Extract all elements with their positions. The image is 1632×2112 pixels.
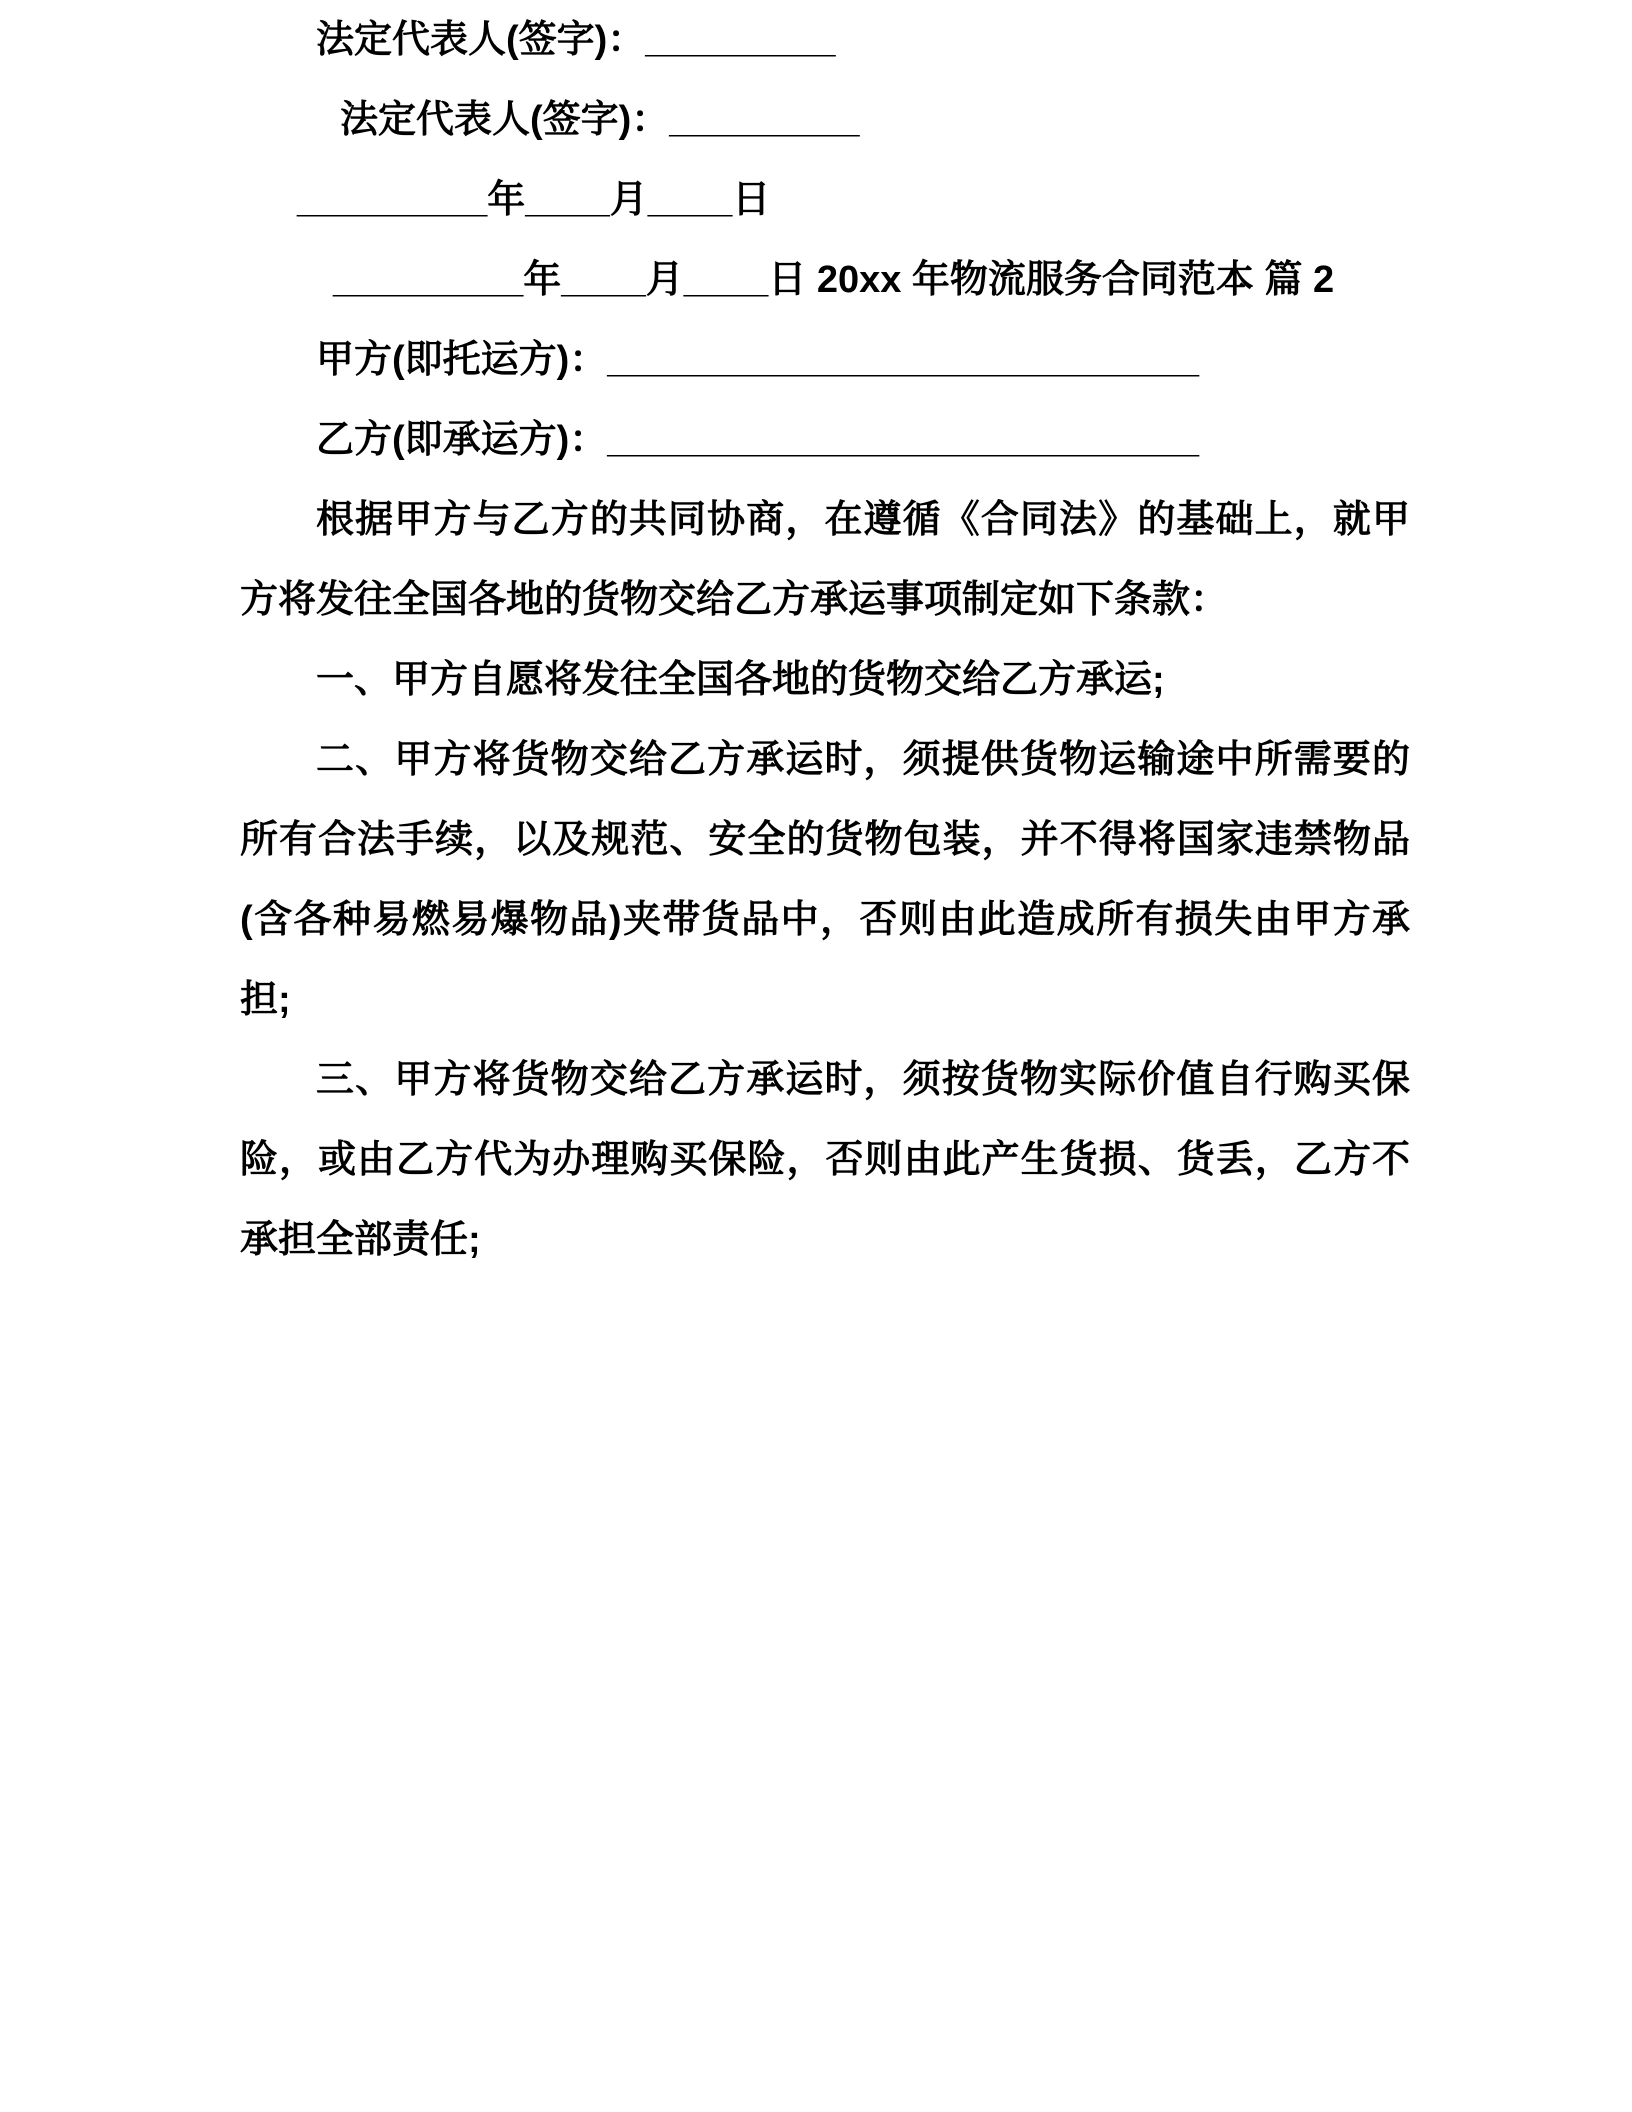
- party-a-shipper-line: 甲方(即托运方)：____________________________: [316, 339, 1200, 381]
- clause-1: 一、甲方自愿将发往全国各地的货物交给乙方承运;: [316, 659, 1165, 701]
- clause-3: 三、甲方将货物交给乙方承运时，须按货物实际价值自行购买保险，或由乙方代为办理购买保险，否则由此产生货损、货丢，乙方不承担全部责任;: [240, 1059, 1410, 1261]
- clause-2: 二、甲方将货物交给乙方承运时，须提供货物运输途中所需要的所有合法手续，以及规范、安全的货物包装，并不得将国家违禁物品(含各种易燃易爆物品)夹带货品中，否则由此造成所有损失由甲方承担;: [240, 739, 1410, 1021]
- legal-rep-signature-line-1: 法定代表人(签字)：_________: [316, 19, 836, 61]
- contract-document-body: [240, 0, 1632, 1280]
- contract-date-line: _________年____月____日: [297, 179, 771, 221]
- section-heading-part-2: _________年____月____日 20xx 年物流服务合同范本 篇 2: [333, 259, 1335, 301]
- legal-rep-signature-line-2: 法定代表人(签字)：_________: [340, 99, 860, 141]
- intro-paragraph: 根据甲方与乙方的共同协商，在遵循《合同法》的基础上，就甲方将发往全国各地的货物交给乙方承运事项制定如下条款：: [240, 499, 1410, 621]
- party-b-carrier-line: 乙方(即承运方)：____________________________: [316, 419, 1200, 461]
